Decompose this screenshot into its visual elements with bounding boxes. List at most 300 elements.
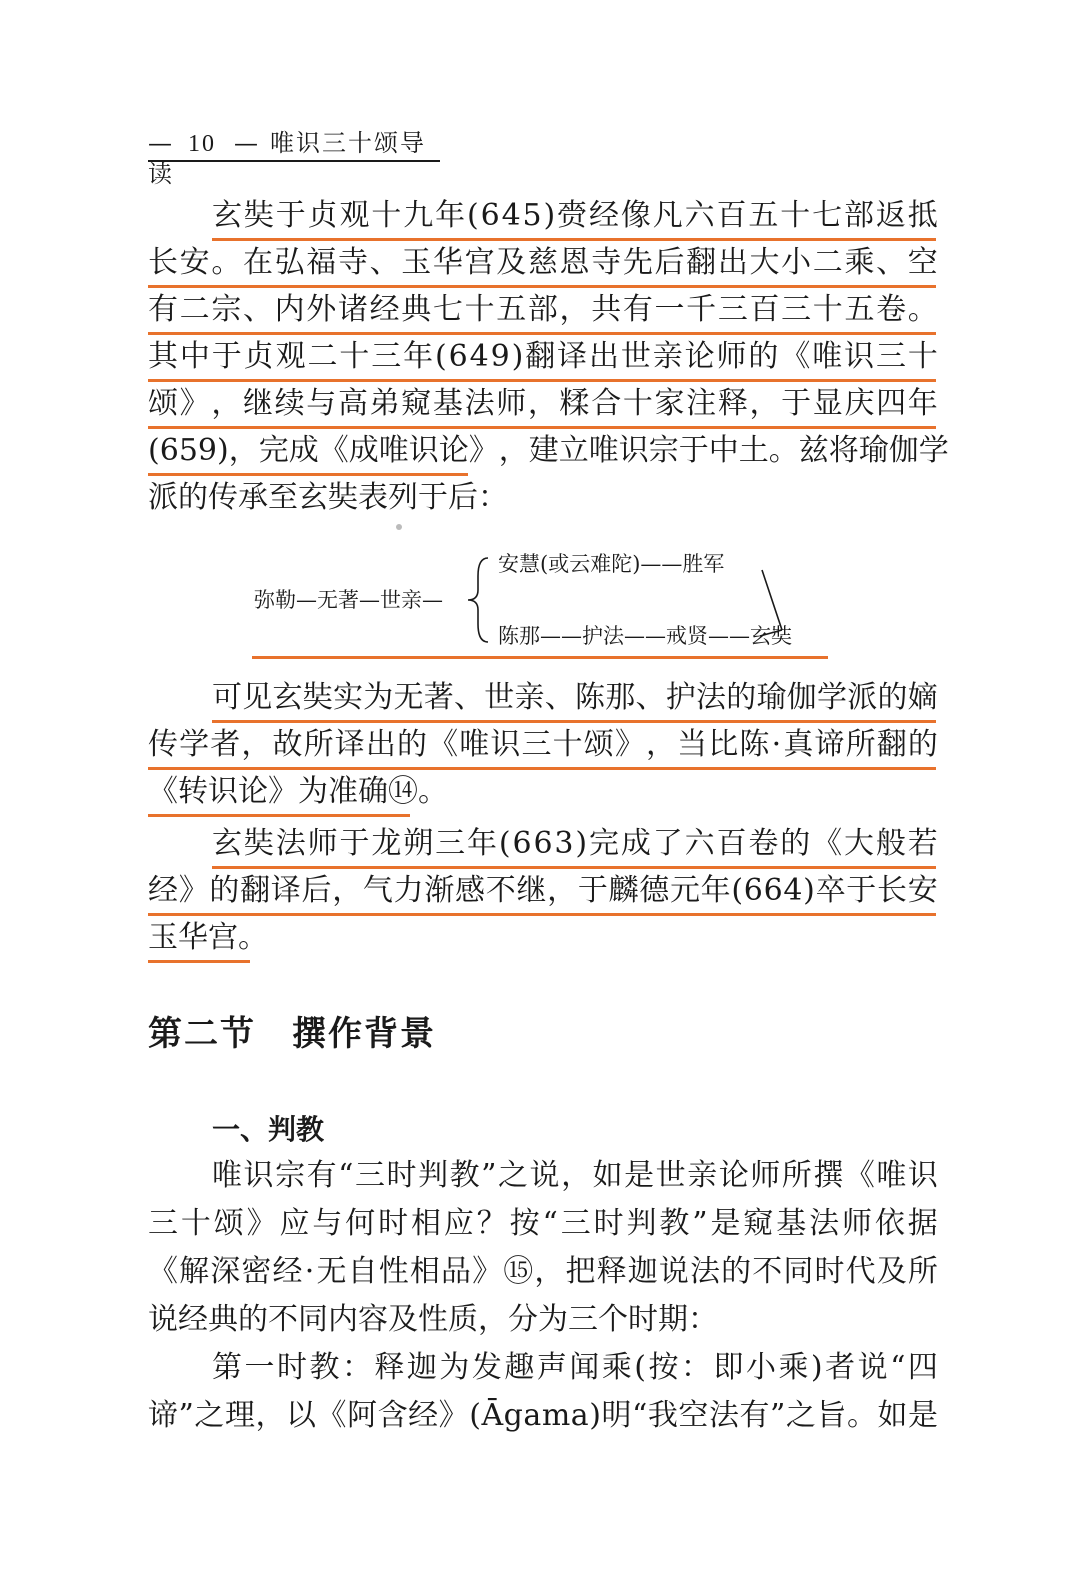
lineage-root: 弥勒—无著—世亲— <box>254 588 443 612</box>
glyph: ， <box>228 433 259 468</box>
glyph: 所 <box>781 1158 812 1193</box>
glyph: ， <box>561 1158 592 1193</box>
glyph: 、 <box>635 680 666 715</box>
glyph: 建 <box>528 433 559 468</box>
glyph: ( <box>634 1350 647 1385</box>
glyph: ” <box>178 1398 194 1433</box>
glyph: 元 <box>669 873 700 908</box>
glyph: 颂 <box>213 1206 244 1241</box>
glyph: 三 <box>521 727 552 762</box>
glyph: 慈 <box>527 245 558 280</box>
glyph: 朔 <box>403 826 434 861</box>
glyph: ) <box>803 873 815 908</box>
glyph: 翻 <box>240 873 271 908</box>
glyph: 寺 <box>591 245 622 280</box>
glyph: 比 <box>708 727 739 762</box>
glyph: 时 <box>276 1350 307 1385</box>
glyph: 一 <box>244 1350 275 1385</box>
glyph: 把 <box>565 1254 596 1289</box>
glyph: ” <box>481 1158 497 1193</box>
scan-speck <box>396 524 402 530</box>
glyph: 故 <box>272 727 303 762</box>
highlight-underline <box>148 473 468 476</box>
header-dash-left: — <box>148 129 174 157</box>
glyph: 、 <box>876 245 907 280</box>
glyph: 于 <box>781 386 812 421</box>
glyph: 《 <box>780 339 811 374</box>
glyph: 那 <box>605 680 636 715</box>
glyph: 三 <box>560 1206 591 1241</box>
glyph: 奘 <box>302 680 333 715</box>
glyph: 师 <box>841 1206 872 1241</box>
glyph: 陈 <box>575 680 605 715</box>
glyph: ： <box>341 1350 372 1385</box>
glyph: 寺 <box>337 245 368 280</box>
glyph: 之 <box>498 1158 528 1193</box>
glyph: 有 <box>622 292 653 327</box>
text-line <box>212 822 938 868</box>
glyph: 世 <box>655 1158 686 1193</box>
glyph: 经 <box>272 1254 303 1289</box>
glyph: 学 <box>179 727 210 762</box>
glyph: 合 <box>591 386 622 421</box>
glyph: 教 <box>309 1350 340 1385</box>
glyph: 自 <box>347 1254 378 1289</box>
glyph: 》 <box>246 1206 277 1241</box>
glyph: 的 <box>726 680 757 715</box>
glyph: 玄 <box>272 680 303 715</box>
glyph: 教 <box>659 1206 690 1241</box>
glyph: 气 <box>362 873 393 908</box>
glyph: 说 <box>529 1158 560 1193</box>
lineage-upper-branch: 安慧(或云难陀)——胜军 <box>498 552 725 576</box>
glyph: 华 <box>432 245 463 280</box>
glyph: 年 <box>700 873 731 908</box>
glyph: 发 <box>471 1350 502 1385</box>
glyph: 及 <box>496 245 527 280</box>
glyph: 完 <box>258 433 289 468</box>
glyph: 经 <box>588 198 619 233</box>
text-line <box>148 382 938 428</box>
glyph: 大 <box>843 826 874 861</box>
glyph: 声 <box>536 1350 567 1385</box>
glyph: 安 <box>179 245 210 280</box>
glyph: ， <box>534 1254 565 1289</box>
glyph: 有 <box>739 1398 770 1433</box>
glyph: 五 <box>748 198 779 233</box>
glyph: 了 <box>652 826 683 861</box>
glyph: 伽 <box>786 680 817 715</box>
glyph: 翻 <box>686 245 717 280</box>
glyph: 窥 <box>401 386 432 421</box>
glyph: 四 <box>876 386 907 421</box>
glyph: 小 <box>745 1350 776 1385</box>
glyph: 。 <box>846 1398 877 1433</box>
glyph: ( <box>467 198 479 233</box>
glyph: 撰 <box>813 1158 844 1193</box>
glyph: 《 <box>844 1158 875 1193</box>
glyph: 译 <box>557 339 588 374</box>
glyph: 、 <box>369 245 400 280</box>
glyph: 般 <box>875 826 906 861</box>
lineage-lower-branch: 陈那——护法——戒贤——玄奘 <box>498 624 792 648</box>
glyph: 长 <box>148 245 178 280</box>
glyph: 密 <box>241 1254 272 1289</box>
glyph: a <box>523 1398 542 1433</box>
glyph: 所 <box>303 727 334 762</box>
glyph: 》 <box>179 386 210 421</box>
glyph: 成 <box>620 826 651 861</box>
glyph: 庆 <box>844 386 875 421</box>
glyph: 译 <box>334 727 365 762</box>
glyph: 《 <box>318 433 349 468</box>
glyph: 经 <box>369 292 400 327</box>
subsection-title: 一、判教 <box>212 1113 325 1146</box>
glyph: ) <box>217 433 229 468</box>
glyph: 弘 <box>274 245 305 280</box>
glyph: 论 <box>718 1158 749 1193</box>
glyph: 出 <box>717 245 748 280</box>
glyph: 者 <box>210 727 241 762</box>
text-line: 说经典的不同内容及性质，分为三个时期： <box>148 1302 718 1337</box>
glyph: 于 <box>211 339 242 374</box>
glyph: 嫡 <box>907 680 938 715</box>
glyph: 学 <box>918 433 949 468</box>
glyph: 继 <box>242 386 273 421</box>
glyph: 翻 <box>876 727 907 762</box>
glyph: 无 <box>393 680 424 715</box>
glyph: 抵 <box>907 198 938 233</box>
glyph: 玄 <box>212 198 242 233</box>
glyph: 诸 <box>337 292 368 327</box>
glyph: 七 <box>812 198 843 233</box>
glyph: 《 <box>148 1254 178 1289</box>
glyph: 真 <box>783 727 814 762</box>
glyph: 时 <box>378 1206 409 1241</box>
glyph: 法 <box>809 1206 840 1241</box>
glyph: 在 <box>242 245 273 280</box>
glyph: 五 <box>844 292 875 327</box>
glyph: 不 <box>485 873 516 908</box>
glyph: ， <box>498 433 529 468</box>
glyph: 时 <box>814 1254 845 1289</box>
glyph: 后 <box>654 245 685 280</box>
glyph: ” <box>770 1398 786 1433</box>
glyph: 兹 <box>798 433 829 468</box>
glyph: 识 <box>907 1158 938 1193</box>
glyph: ) <box>511 339 524 374</box>
glyph: ( <box>148 433 160 468</box>
glyph: 何 <box>345 1206 376 1241</box>
glyph: Ā <box>481 1398 504 1433</box>
glyph: 三 <box>371 339 402 374</box>
section-title: 第二节 撰作背景 <box>148 1014 436 1054</box>
glyph: 卷 <box>748 826 779 861</box>
glyph: 当 <box>677 727 708 762</box>
glyph: 是 <box>908 1398 938 1433</box>
glyph: 九 <box>403 198 434 233</box>
glyph: 4 <box>783 873 803 908</box>
glyph: 可 <box>212 680 242 715</box>
glyph: “ <box>542 1206 558 1241</box>
glyph: 二 <box>307 339 338 374</box>
glyph: 世 <box>484 680 515 715</box>
glyph: 十 <box>907 339 938 374</box>
text-line <box>148 1394 938 1440</box>
glyph: 于 <box>678 433 709 468</box>
glyph: 玉 <box>401 245 432 280</box>
glyph: 6 <box>480 198 500 233</box>
glyph: 实 <box>333 680 363 715</box>
glyph: ， <box>241 727 272 762</box>
glyph: ( <box>731 873 744 908</box>
glyph: 翻 <box>525 339 556 374</box>
glyph: 糅 <box>559 386 590 421</box>
glyph: 《 <box>812 826 843 861</box>
glyph: 奘 <box>243 826 274 861</box>
glyph: 年 <box>403 339 434 374</box>
glyph: 谛 <box>148 1398 178 1433</box>
glyph: 见 <box>242 680 273 715</box>
glyph: 六 <box>684 826 715 861</box>
glyph: 是 <box>624 1158 655 1193</box>
glyph: 释 <box>374 1350 405 1385</box>
glyph: 。 <box>907 292 938 327</box>
glyph: 5 <box>178 433 198 468</box>
glyph: 部 <box>527 292 558 327</box>
highlight-underline <box>148 814 410 817</box>
glyph: 师 <box>496 386 527 421</box>
glyph: 中 <box>708 433 739 468</box>
glyph: 卒 <box>815 873 846 908</box>
glyph: 百 <box>716 826 747 861</box>
glyph: 同 <box>783 1254 814 1289</box>
glyph: 、 <box>454 680 484 715</box>
glyph: 亲 <box>514 680 545 715</box>
glyph: 力 <box>393 873 424 908</box>
glyph: 亲 <box>687 1158 718 1193</box>
glyph: 深 <box>210 1254 241 1289</box>
glyph: 》 <box>178 873 209 908</box>
glyph: 其 <box>148 339 178 374</box>
glyph: 百 <box>716 198 747 233</box>
glyph: 内 <box>274 292 305 327</box>
glyph: ， <box>749 386 780 421</box>
glyph: 法 <box>464 386 495 421</box>
glyph: 于 <box>846 873 877 908</box>
highlight-underline <box>212 866 936 869</box>
glyph: 卷 <box>876 292 907 327</box>
glyph: 如 <box>877 1398 908 1433</box>
glyph: 窥 <box>743 1206 774 1241</box>
glyph: 于 <box>577 873 608 908</box>
glyph: 依 <box>874 1206 905 1241</box>
glyph: 瑜 <box>756 680 787 715</box>
glyph: g <box>503 1398 523 1433</box>
glyph: a <box>570 1398 589 1433</box>
glyph: 法 <box>275 826 306 861</box>
glyph: 据 <box>907 1206 938 1241</box>
glyph: ) <box>810 1350 823 1385</box>
glyph: 赍 <box>557 198 588 233</box>
glyph: 师 <box>750 1158 781 1193</box>
glyph: ， <box>332 873 363 908</box>
glyph: 品 <box>441 1254 472 1289</box>
glyph: 法 <box>696 680 726 715</box>
glyph: 伽 <box>888 433 919 468</box>
glyph: 释 <box>596 1254 627 1289</box>
glyph: 先 <box>622 245 653 280</box>
glyph: 即 <box>713 1350 744 1385</box>
glyph: 时 <box>593 1206 624 1241</box>
text-line <box>212 1154 938 1200</box>
glyph: 、 <box>242 292 273 327</box>
glyph: 唯 <box>812 339 843 374</box>
glyph: 》 <box>472 1254 503 1289</box>
glyph: 所 <box>907 1254 938 1289</box>
text-line <box>148 1202 938 1248</box>
glyph: 6 <box>512 826 532 861</box>
glyph: 旨 <box>816 1398 847 1433</box>
glyph: 的 <box>397 727 427 762</box>
glyph: 宗 <box>211 292 242 327</box>
glyph: 十 <box>780 198 811 233</box>
glyph: ： <box>680 1350 711 1385</box>
glyph: 共 <box>591 292 622 327</box>
glyph: 理 <box>224 1398 255 1433</box>
glyph: 的 <box>748 339 779 374</box>
glyph: 福 <box>306 245 337 280</box>
glyph: 乘 <box>601 1350 632 1385</box>
glyph: 若 <box>907 826 938 861</box>
glyph: 千 <box>686 292 717 327</box>
glyph: 陈 <box>739 727 770 762</box>
glyph: ( <box>498 826 511 861</box>
glyph: 世 <box>620 339 651 374</box>
glyph: 论 <box>438 433 469 468</box>
glyph: 基 <box>776 1206 807 1241</box>
text-line: 玉华宫。 <box>148 920 268 955</box>
glyph: 宗 <box>648 433 679 468</box>
text-line <box>148 723 938 769</box>
glyph: 出 <box>365 727 396 762</box>
header-rule <box>148 160 440 162</box>
glyph: 唯 <box>459 727 490 762</box>
glyph: 家 <box>654 386 685 421</box>
glyph: 派 <box>847 680 878 715</box>
glyph: 十 <box>622 386 653 421</box>
text-line <box>212 1346 938 1392</box>
glyph: 亲 <box>652 339 683 374</box>
glyph: 迦 <box>627 1254 658 1289</box>
highlight-underline <box>148 426 936 429</box>
glyph: 的 <box>721 1254 752 1289</box>
text-line <box>148 288 938 334</box>
glyph: 唯 <box>876 1158 907 1193</box>
glyph: 三 <box>717 292 748 327</box>
glyph: 3 <box>554 826 574 861</box>
glyph: 识 <box>618 433 649 468</box>
glyph: 师 <box>716 339 747 374</box>
glyph: ， <box>646 727 676 762</box>
glyph: ， <box>255 1398 286 1433</box>
glyph: 法 <box>690 1254 721 1289</box>
glyph: 护 <box>665 680 696 715</box>
text-line <box>148 1250 938 1296</box>
highlight-underline <box>148 913 936 916</box>
glyph: 麟 <box>608 873 639 908</box>
glyph: 为 <box>439 1350 470 1385</box>
glyph: 阿 <box>347 1398 378 1433</box>
glyph: 》 <box>468 433 499 468</box>
glyph: 之 <box>194 1398 225 1433</box>
glyph: ， <box>547 873 578 908</box>
glyph: 者 <box>825 1350 856 1385</box>
glyph: 判 <box>418 1158 449 1193</box>
glyph: 出 <box>588 339 619 374</box>
glyph: 著 <box>423 680 454 715</box>
glyph: 识 <box>243 1158 274 1193</box>
glyph: 、 <box>544 680 575 715</box>
glyph: 9 <box>490 339 510 374</box>
glyph: 如 <box>592 1158 623 1193</box>
glyph: ， <box>559 292 590 327</box>
glyph: 部 <box>843 198 874 233</box>
glyph: 明 <box>601 1398 632 1433</box>
glyph: 所 <box>845 727 876 762</box>
glyph: 德 <box>639 873 670 908</box>
glyph: 二 <box>812 245 843 280</box>
glyph: ( <box>469 1398 481 1433</box>
glyph: 的 <box>780 826 811 861</box>
glyph: 年 <box>435 198 466 233</box>
glyph: 。 <box>768 433 799 468</box>
glyph: · <box>304 1254 315 1289</box>
glyph: 小 <box>781 245 812 280</box>
glyph: 外 <box>306 292 337 327</box>
glyph: 代 <box>845 1254 876 1289</box>
glyph: 传 <box>148 727 178 762</box>
glyph: ) <box>543 198 556 233</box>
glyph: 三 <box>355 1158 385 1193</box>
glyph: 乘 <box>778 1350 809 1385</box>
glyph: 颂 <box>148 386 178 421</box>
glyph: 空 <box>907 245 938 280</box>
glyph: 一 <box>654 292 685 327</box>
glyph: 5 <box>522 198 542 233</box>
glyph: 6 <box>159 433 179 468</box>
glyph: 与 <box>312 1206 343 1241</box>
glyph: 注 <box>686 386 717 421</box>
text-line <box>148 335 938 381</box>
glyph: 十 <box>552 727 583 762</box>
glyph: 年 <box>907 386 938 421</box>
text-line: 派的传承至玄奘表列于后： <box>148 480 508 515</box>
glyph: 的 <box>877 680 908 715</box>
glyph: 相 <box>411 1206 441 1241</box>
glyph: 识 <box>844 339 875 374</box>
highlight-underline <box>148 285 936 288</box>
glyph: 解 <box>179 1254 210 1289</box>
glyph: 十 <box>339 339 370 374</box>
highlight-underline <box>148 767 936 770</box>
glyph: 应 <box>279 1206 310 1241</box>
glyph: 闻 <box>569 1350 600 1385</box>
glyph: 论 <box>684 339 715 374</box>
glyph: 6 <box>763 873 783 908</box>
glyph: 后 <box>301 873 332 908</box>
glyph: 凡 <box>652 198 683 233</box>
